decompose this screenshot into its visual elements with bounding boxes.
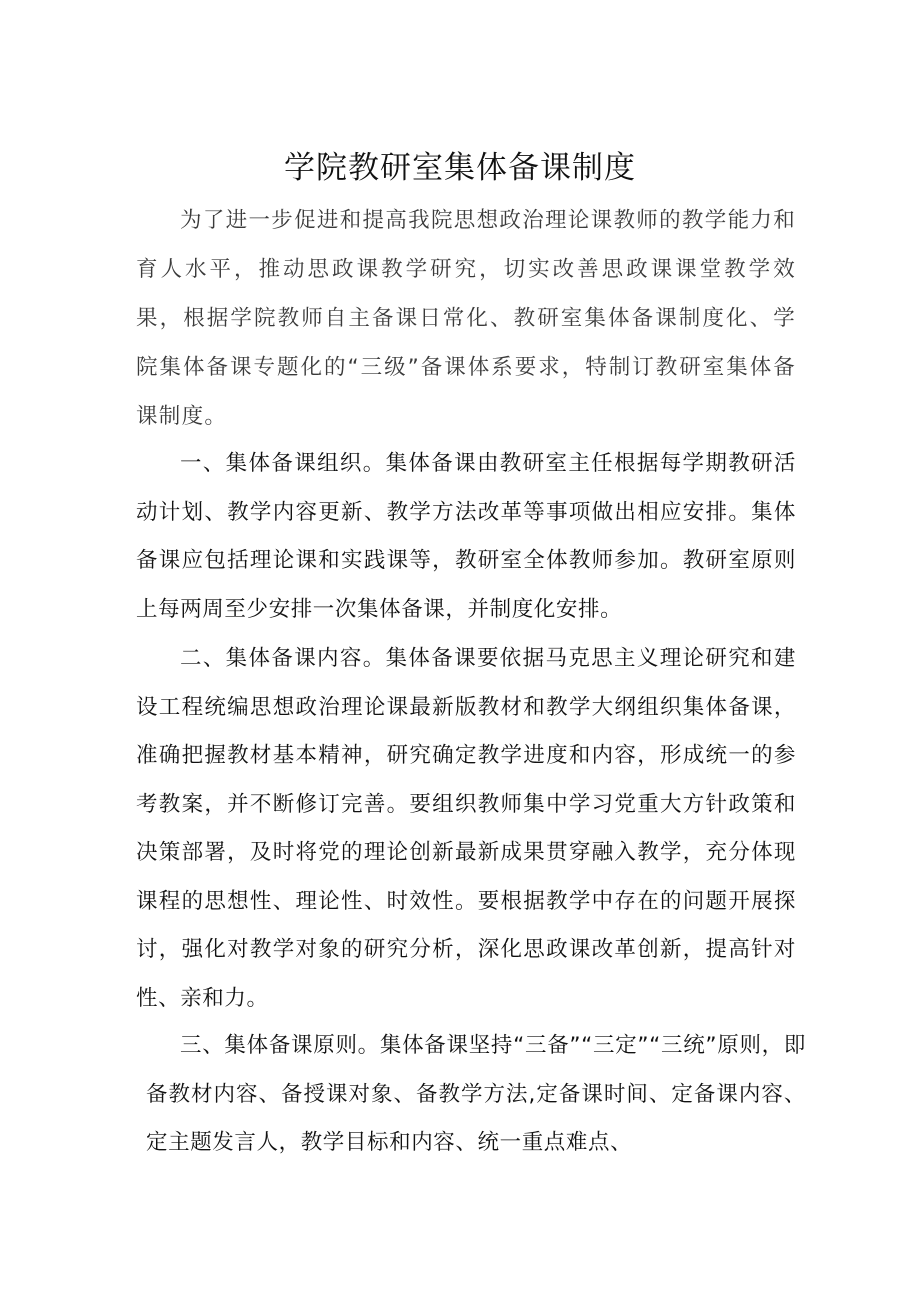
section-2-content: 二、集体备课内容。集体备课要依据马克思主义理论研究和建设工程统编思想政治理论课最新版教材和教学大纲组织集体备课，准确把握教材基本精神，研究确定教学进度和内容，形成统一的参考教案，并不断修订完善。要组织教师集中学习党重大方针政策和决策部署，及时将党的理论创新最新成果贯穿融入教学，充分体现课程的思想性、理论性、时效性。要根据教学中存在的问题开展探讨，强化对教学对象的研究分析，深化思政课改革创新，提高针对性、亲和力。 bbox=[136, 646, 796, 1011]
intro-paragraph: 为了进一步促进和提高我院思想政治理论课教师的教学能力和育人水平，推动思政课教学研究，切实改善思政课课堂教学效果，根据学院教师自主备课日常化、教研室集体备课制度化、学院集体备课专题化的“三级”备课体系要求，特制订教研室集体备课制度。 bbox=[136, 208, 796, 429]
section-1-organization: 一、集体备课组织。集体备课由教研室主任根据每学期教研活动计划、教学内容更新、教学方法改革等事项做出相应安排。集体备课应包括理论课和实践课等，教研室全体教师参加。教研室原则上每两周至少安排一次集体备课，并制度化安排。 bbox=[136, 451, 796, 622]
document-title: 学院教研室集体备课制度 bbox=[284, 149, 636, 186]
section-3-principles: 三、集体备课原则。集体备课坚持“三备”“三定”“三统”原则，即备教材内容、备授课对象、备教学方法,定备课时间、定备课内容、定主题发言人，教学目标和内容、统一重点难点、 bbox=[146, 1033, 806, 1155]
